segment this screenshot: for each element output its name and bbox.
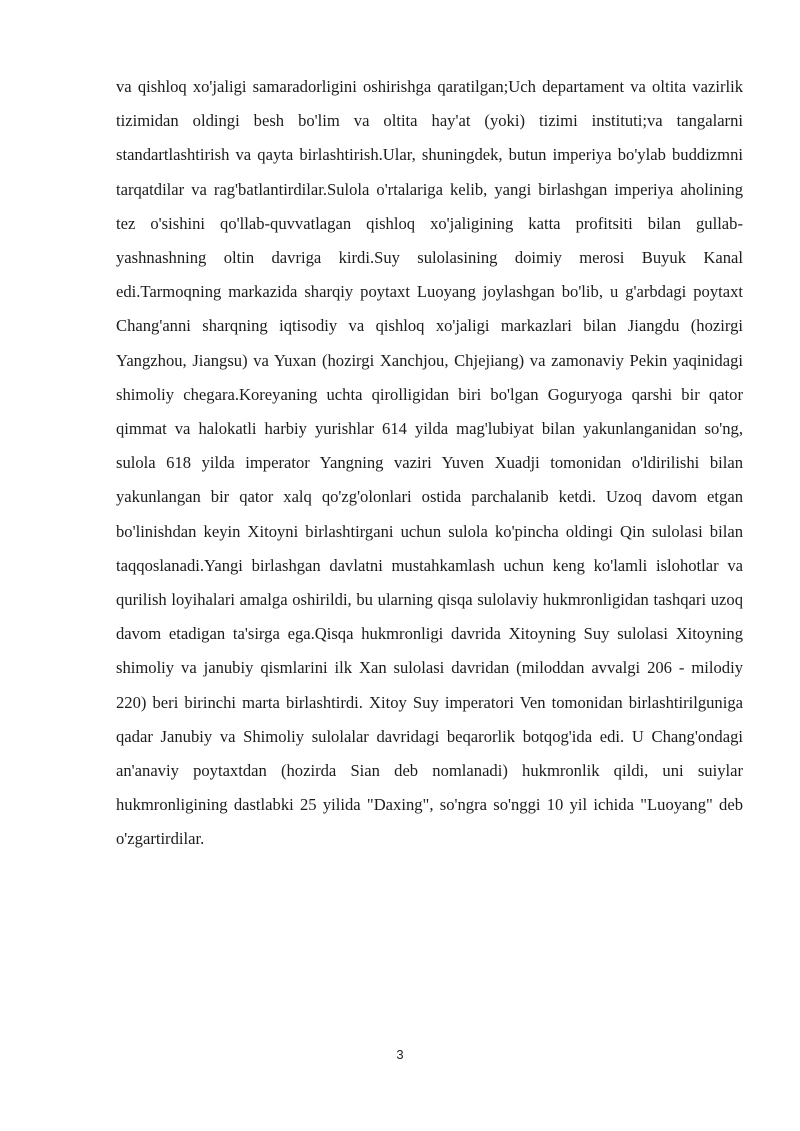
page-number: 3 — [396, 1047, 404, 1062]
body-paragraph: va qishloq xo'jaligi samaradorligini oshirishga qaratilgan;Uch departament va oltita vazirlik tizimidan oldingi besh bo'lim va oltita hay'at (yoki) tizimi instituti;va tangalarni standartlashtirish va qayta birlashtirish.Ular, shuningdek, butun imperiya bo'ylab buddizmni tarqatdilar va rag'batlantirdilar.Sulola o'rtalariga kelib, yangi birlashgan imperiya aholining tez o'sishini qo'llab-quvvatlagan qishloq xo'jaligining katta profitsiti bilan gullab-yashnashning oltin davriga kirdi.Suy sulolasining doimiy merosi Buyuk Kanal edi.Tarmoqning markazida sharqiy poytaxt Luoyang joylashgan bo'lib, u g'arbdagi poytaxt Chang'anni sharqning iqtisodiy va qishloq xo'jaligi markazlari bilan Jiangdu (hozirgi Yangzhou, Jiangsu) va Yuxan (hozirgi Xanchjou, Chjejiang) va zamonaviy Pekin yaqinidagi shimoliy chegara.Koreyaning uchta qirolligidan biri bo'lgan Goguryoga qarshi bir qator qimmat va halokatli harbiy yurishlar 614 yilda mag'lubiyat bilan yakunlanganidan so'ng, sulola 618 yilda imperator Yangning vaziri Yuven Xuadji tomonidan o'ldirilishi bilan yakunlangan bir qator xalq qo'zg'olonlari ostida parchalanib ketdi. Uzoq davom etgan bo'linishdan keyin Xitoyni birlashtirgani uchun sulola ko'pincha oldingi Qin sulolasi bilan taqqoslanadi.Yangi birlashgan davlatni mustahkamlash uchun keng ko'lamli islohotlar va qurilish loyihalari amalga oshirildi, bu ularning qisqa sulolaviy hukmronligidan tashqari uzoq davom etadigan ta'sirga ega.Qisqa hukmronligi davrida Xitoyning Suy sulolasi Xitoyning shimoliy va janubiy qismlarini ilk Xan sulolasi davridan (miloddan avvalgi 206 - milodiy 220) beri birinchi marta birlashtirdi. Xitoy Suy imperatori Ven tomonidan birlashtirilguniga qadar Janubiy va Shimoliy sulolalar davridagi beqarorlik botqog'ida edi. U Chang'ondagi an'anaviy poytaxtdan (hozirda Sian deb nomlanadi) hukmronlik qildi, uni suiylar hukmronligining dastlabki 25 yilida "Daxing", so'ngra so'nggi 10 yil ichida "Luoyang" deb o'zgartirdilar. — [116, 77, 743, 849]
